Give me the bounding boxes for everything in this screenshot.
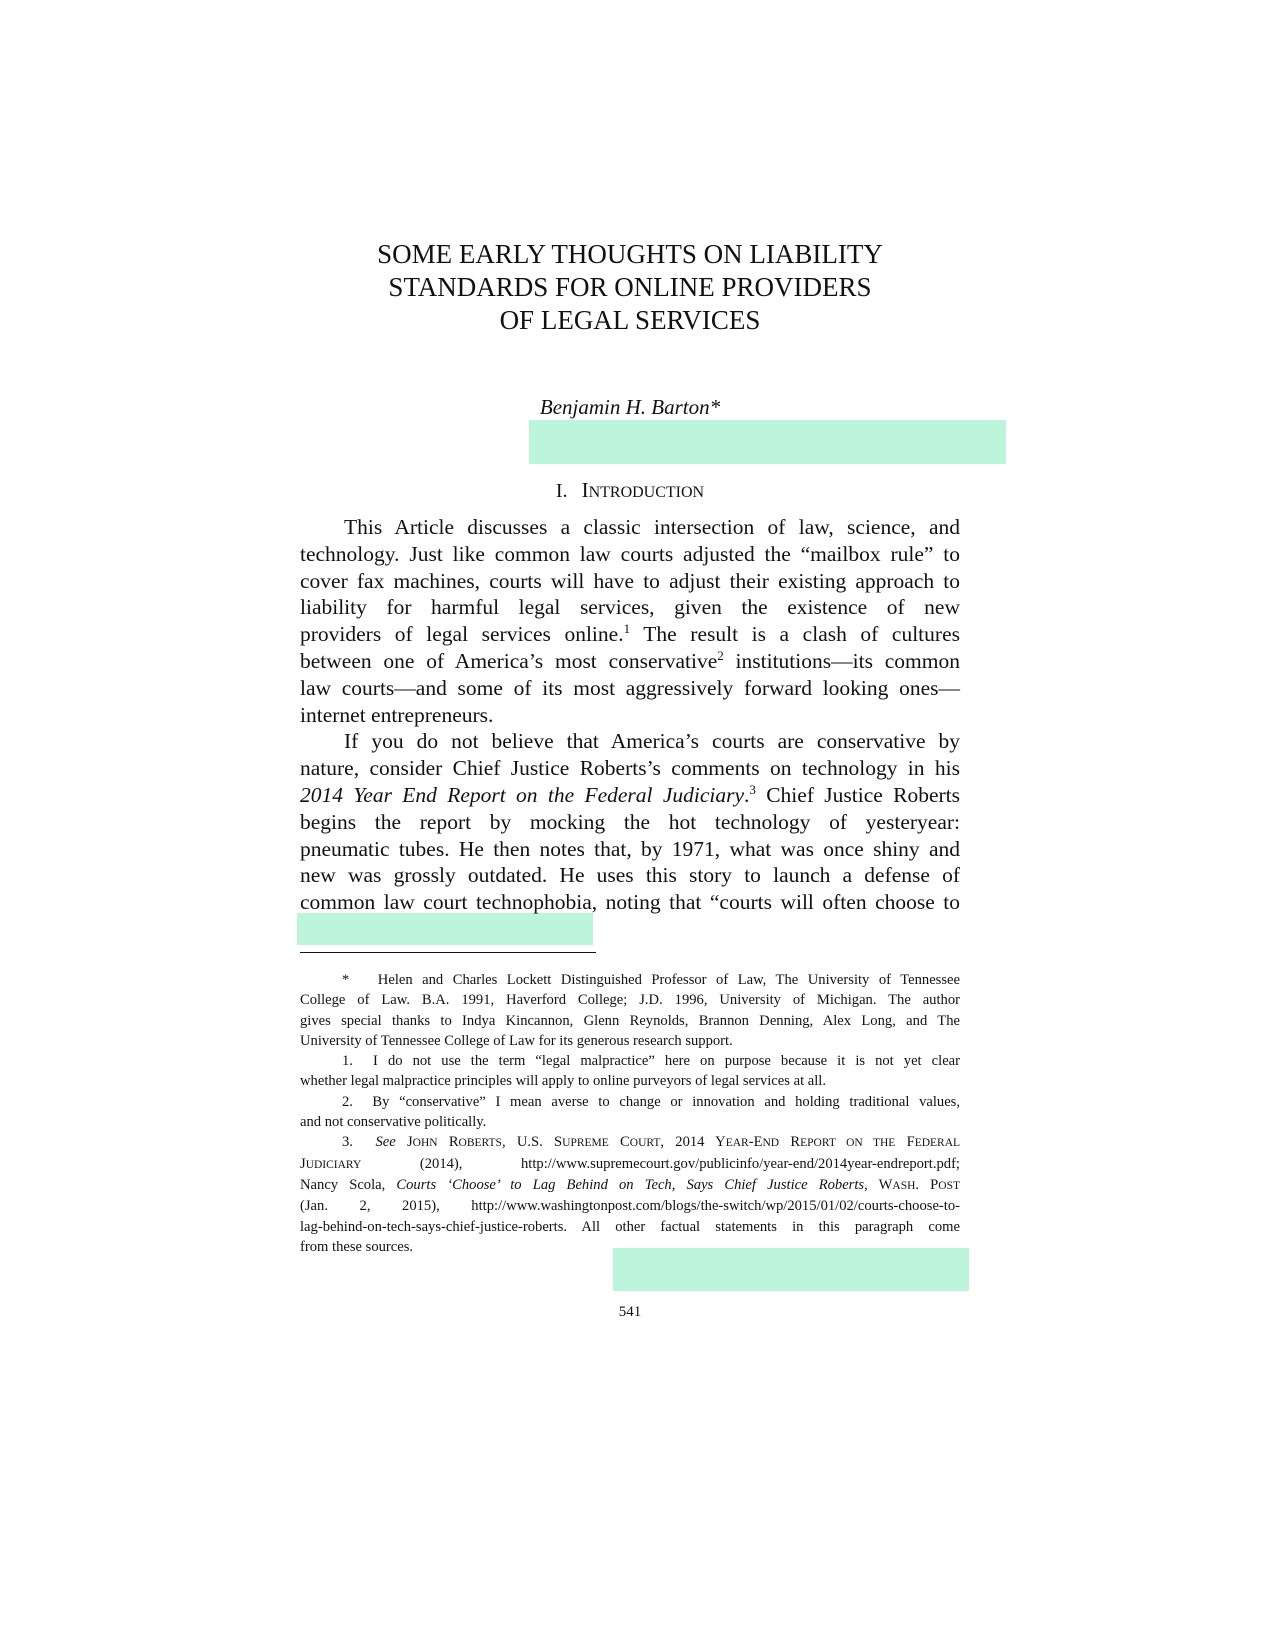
footnote-line <box>300 970 960 990</box>
citation-run: C <box>620 1134 630 1151</box>
citation-run: OST <box>938 1179 961 1192</box>
citation-run: UDICIARY <box>305 1158 362 1171</box>
citation-run: J <box>406 1134 413 1151</box>
body-text-run: begins the report by mocking the hot technology of yesteryear: <box>300 809 960 834</box>
footnote-line <box>300 1011 960 1031</box>
footnote-text: Helen and Charles Lockett Distinguished Professor of Law, The University of Tennessee <box>377 972 960 988</box>
body-text-run: providers of legal services online. <box>300 622 624 647</box>
section-heading-initial: I <box>581 478 589 502</box>
citation-run: OBERTS <box>458 1137 502 1150</box>
body-line <box>300 568 960 595</box>
citation-run: lag-behind-on-tech-says-chief-justice-roberts. All other factual statements in this paragraph come <box>300 1218 960 1235</box>
footnote-line <box>300 1051 960 1071</box>
footnote-line <box>300 1071 960 1091</box>
citation-run: EAR <box>725 1137 749 1150</box>
highlight-box <box>529 420 1006 464</box>
citation-run: from these sources. <box>300 1238 414 1255</box>
body-text-run: If you do not believe that America’s courts are conservative by <box>344 729 960 754</box>
footnote-marker: 1. <box>342 1053 353 1070</box>
body-line <box>300 889 960 916</box>
citation-run: ND <box>762 1137 780 1150</box>
citation-run: , 2014 Y <box>660 1134 726 1151</box>
body-line <box>300 621 960 648</box>
body-line <box>300 648 960 675</box>
body-line <box>300 782 960 809</box>
citation-run: OHN <box>412 1137 438 1150</box>
citation-run: EDERAL <box>914 1137 961 1150</box>
title-line: STANDARDS FOR ONLINE PROVIDERS <box>388 272 872 302</box>
footnote-marker: 2. <box>342 1093 353 1110</box>
body-line <box>300 755 960 782</box>
citation-run: UPREME <box>562 1137 609 1150</box>
body-line <box>300 702 960 729</box>
footnote-text: By “conservative” I mean averse to change or innovation and holding traditional values, <box>372 1093 961 1110</box>
body-text-run: law courts—and some of its most aggressively forward looking ones— <box>300 675 960 700</box>
footnote-line <box>300 1092 960 1112</box>
footnote-text: I do not use the term “legal malpractice” here on purpose because it is not yet clear <box>373 1053 961 1070</box>
footnote-ref[interactable]: 1 <box>623 621 631 637</box>
body-line <box>300 594 960 621</box>
body-text-run: between one of America’s most conservative <box>300 648 718 673</box>
body-text-run: Chief Justice Roberts <box>766 782 961 807</box>
citation-run: Nancy Scola, <box>300 1176 386 1193</box>
footnote-text: University of Tennessee College of Law for its generous research support. <box>300 1032 733 1049</box>
citation-run: OURT <box>629 1137 661 1150</box>
author-name: Benjamin H. Barton* <box>539 395 721 419</box>
body-text-run: liability for harmful legal services, given the existence of new <box>300 595 960 620</box>
citation-run[interactable]: (Jan. 2, 2015), http://www.washingtonpost.com/blogs/the-switch/wp/2015/01/02/courts-choose-to- <box>300 1198 960 1215</box>
body-text-run: This Article discusses a classic intersection of law, science, and <box>344 515 960 539</box>
section-heading <box>300 478 960 503</box>
body-text-run: institutions—its common <box>735 648 960 673</box>
footnote-line <box>300 1031 960 1051</box>
highlight-box <box>613 1248 969 1291</box>
body-text-run: new was grossly outdated. He uses this story to launch a defense of <box>300 863 960 888</box>
citation-run: -E <box>748 1134 763 1151</box>
body-line <box>300 809 960 836</box>
body-line <box>300 836 960 863</box>
page-number: 541 <box>618 1304 642 1320</box>
body-line <box>300 728 960 755</box>
section-number: I. <box>555 480 568 502</box>
citation-run: R <box>448 1134 459 1151</box>
body-text-run: cover fax machines, courts will have to adjust their existing approach to <box>300 568 960 593</box>
body-text-run: technology. Just like common law courts adjusted the “mailbox rule” to <box>300 541 960 566</box>
footnote-text: gives special thanks to Indya Kincannon, Glenn Reynolds, Brannon Denning, Alex Long, and The <box>300 1012 960 1029</box>
title-line: SOME EARLY THOUGHTS ON LIABILITY <box>377 239 883 269</box>
citation-run: , W <box>864 1176 893 1193</box>
title-line: OF LEGAL SERVICES <box>499 305 761 335</box>
body-text-run: common law court technophobia, noting that “courts will often choose to <box>300 890 960 915</box>
citation-run: ASH <box>892 1179 916 1192</box>
citation-run: , U.S. S <box>501 1134 563 1151</box>
footnote-text: whether legal malpractice principles will apply to online purveyors of legal services at all. <box>300 1073 827 1090</box>
body-text-run: pneumatic tubes. He then notes that, by 1971, what was once shiny and <box>300 836 960 861</box>
footnote-line <box>300 1154 960 1175</box>
footnote-line <box>300 1196 960 1216</box>
citation-run: . P <box>915 1176 939 1193</box>
body-line <box>300 675 960 702</box>
body-line <box>300 514 960 541</box>
body-line <box>300 541 960 568</box>
footnote-separator <box>300 952 596 953</box>
footnote-marker: * <box>342 972 350 988</box>
footnote-text: College of Law. B.A. 1991, Haverford College; J.D. 1996, University of Michigan. The author <box>300 992 960 1009</box>
report-title-italic: 2014 Year End Report on the Federal Judiciary <box>300 782 745 807</box>
footnote-ref[interactable]: 2 <box>717 647 724 663</box>
body-text-run: . <box>744 782 750 807</box>
body-text-run: nature, consider Chief Justice Roberts’s comments on technology in his <box>300 756 960 781</box>
body-text-run: The result is a clash of cultures <box>643 622 960 647</box>
footnote-line <box>300 1175 960 1196</box>
body-line <box>300 862 960 889</box>
footnote-line <box>300 990 960 1010</box>
footnote-line <box>300 1112 960 1132</box>
footnote-text: and not conservative politically. <box>300 1114 487 1131</box>
footnote-line <box>300 1217 960 1237</box>
highlight-box <box>297 913 593 945</box>
citation-run: EPORT ON THE <box>800 1137 896 1150</box>
citation-run: R <box>790 1134 801 1151</box>
citation-run: F <box>906 1134 915 1151</box>
footnote-ref[interactable]: 3 <box>749 781 756 797</box>
footnote-marker: 3. <box>342 1134 353 1151</box>
citation-run: J <box>300 1155 306 1172</box>
article-title <box>300 238 960 337</box>
body-text <box>300 514 960 916</box>
body-text-run: internet entrepreneurs. <box>300 702 494 727</box>
article-title-italic: Courts ‘Choose’ to Lag Behind on Tech, Says Chief Justice Roberts <box>396 1176 865 1193</box>
citation-run[interactable]: (2014), http://www.supremecourt.gov/publicinfo/year-end/2014year-endreport.pdf; <box>419 1155 960 1172</box>
footnote-line <box>300 1132 960 1153</box>
section-heading-rest: NTRODUCTION <box>588 484 705 501</box>
signal-italic: See <box>375 1134 396 1151</box>
footnotes <box>300 970 960 1257</box>
